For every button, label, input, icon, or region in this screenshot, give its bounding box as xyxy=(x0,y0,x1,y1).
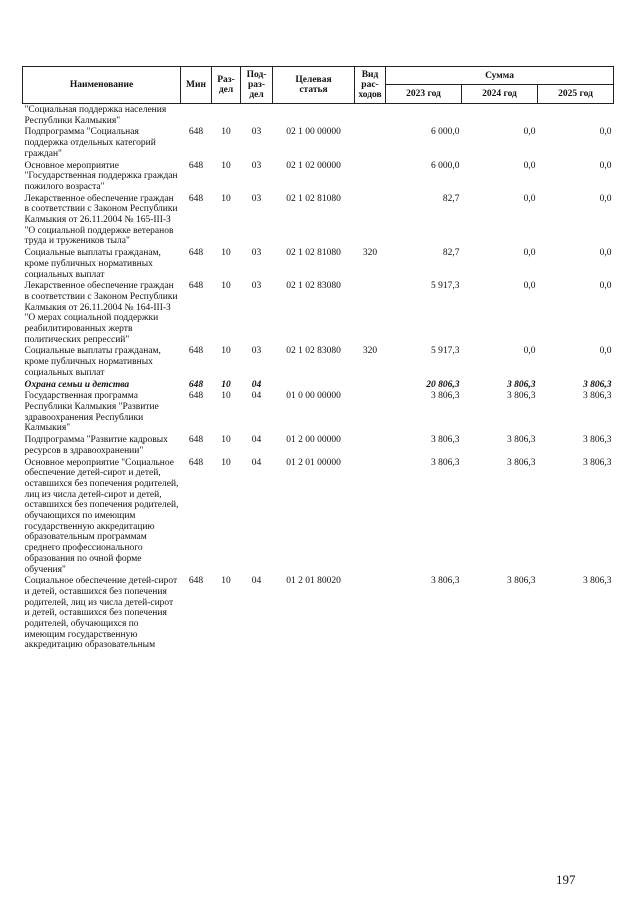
cell-y2024: 3 806,3 xyxy=(507,379,536,390)
cell-vid xyxy=(355,193,386,248)
cell-razdel: 10 xyxy=(221,127,231,138)
cell-y2025: 3 806,3 xyxy=(583,457,612,468)
cell-razdel: 10 xyxy=(221,391,231,402)
cell-name: Подпрограмма "Развитие кадровых ресурсов в здравоохранении" xyxy=(24,435,168,456)
cell-y2024: 3 806,3 xyxy=(507,576,536,587)
cell-y2024: 0,0 xyxy=(523,127,536,138)
cell-target xyxy=(273,104,355,127)
col-header-podrazdel: Под- раз- дел xyxy=(241,67,273,104)
cell-y2024: 0,0 xyxy=(523,248,536,259)
cell-podrazdel: 03 xyxy=(251,193,262,204)
cell-min: 648 xyxy=(188,160,204,171)
cell-vid xyxy=(355,280,386,345)
cell-target: 01 0 00 00000 xyxy=(286,391,341,402)
col-header-vid: Вид рас- ходов xyxy=(355,67,386,104)
col-header-2025: 2025 год xyxy=(538,85,614,104)
cell-y2025: 0,0 xyxy=(599,281,612,292)
cell-vid xyxy=(355,104,386,127)
cell-name: Основное мероприятие "Государственная поддержка граждан пожилого возраста" xyxy=(24,160,178,192)
cell-name: Лекарственное обеспечение граждан в соответствии с Законом Республики Калмыкия от 26.11.2004 № 164-III-З "О мерах социальной поддержки реабилитированных жертв политических репрессий" xyxy=(24,281,178,345)
cell-y2023: 82,7 xyxy=(442,193,460,204)
cell-target: 02 1 02 81080 xyxy=(286,248,341,259)
table-row xyxy=(23,280,614,345)
cell-vid xyxy=(355,457,386,576)
cell-y2023 xyxy=(386,104,462,127)
cell-min: 648 xyxy=(188,127,204,138)
cell-min: 648 xyxy=(188,379,204,390)
cell-y2025: 3 806,3 xyxy=(583,576,612,587)
cell-y2023: 3 806,3 xyxy=(431,576,460,587)
cell-min xyxy=(181,104,212,127)
table-row xyxy=(23,247,614,280)
table-row xyxy=(23,575,614,651)
table-row xyxy=(23,126,614,159)
cell-y2023: 6 000,0 xyxy=(431,160,460,171)
cell-razdel: 10 xyxy=(221,457,231,468)
cell-razdel: 10 xyxy=(221,281,231,292)
cell-razdel: 10 xyxy=(221,160,231,171)
cell-vid: 320 xyxy=(362,248,378,259)
cell-y2025: 0,0 xyxy=(599,346,612,357)
cell-min: 648 xyxy=(188,435,204,446)
cell-razdel xyxy=(212,104,241,127)
cell-y2024: 0,0 xyxy=(523,160,536,171)
cell-name: Государственная программа Республики Калмыкия "Развитие здравоохранения Республики Калмыкия" xyxy=(24,391,159,434)
cell-podrazdel: 03 xyxy=(251,248,262,259)
cell-name: Лекарственное обеспечение граждан в соответствии с Законом Республики Калмыкия от 26.11.2004 № 165-III-З "О социальной поддержке ветеранов труда и тружеников тыла" xyxy=(24,193,178,247)
table-row xyxy=(23,345,614,378)
cell-podrazdel: 03 xyxy=(251,160,262,171)
cell-y2024 xyxy=(462,104,538,127)
cell-podrazdel: 04 xyxy=(251,457,262,468)
cell-y2023: 20 806,3 xyxy=(426,379,460,390)
table-row xyxy=(23,160,614,193)
cell-y2024: 0,0 xyxy=(523,281,536,292)
cell-razdel: 10 xyxy=(221,576,231,587)
cell-y2023: 5 917,3 xyxy=(431,346,460,357)
col-header-target: Целевая статья xyxy=(273,67,355,104)
cell-target: 02 1 00 00000 xyxy=(286,127,341,138)
table-row xyxy=(23,457,614,576)
cell-name: "Социальная поддержка населения Республики Калмыкия" xyxy=(24,105,167,126)
cell-name: Подпрограмма "Социальная поддержка отдельных категорий граждан" xyxy=(24,127,156,159)
cell-name: Охрана семьи и детства xyxy=(24,379,130,390)
col-header-name: Наименование xyxy=(23,67,181,104)
cell-podrazdel: 03 xyxy=(251,346,262,357)
table-row xyxy=(23,434,614,456)
cell-y2024: 0,0 xyxy=(523,193,536,204)
cell-target: 02 1 02 83080 xyxy=(286,281,341,292)
cell-y2025: 3 806,3 xyxy=(583,391,612,402)
cell-min: 648 xyxy=(188,193,204,204)
cell-vid xyxy=(355,434,386,456)
cell-y2023: 3 806,3 xyxy=(431,391,460,402)
cell-y2025 xyxy=(538,104,614,127)
cell-podrazdel: 04 xyxy=(251,379,262,390)
cell-podrazdel: 04 xyxy=(251,391,262,402)
cell-podrazdel xyxy=(241,104,273,127)
cell-y2024: 3 806,3 xyxy=(507,457,536,468)
cell-y2025: 3 806,3 xyxy=(583,435,612,446)
cell-y2023: 3 806,3 xyxy=(431,435,460,446)
cell-name: Социальные выплаты гражданам, кроме публичных нормативных социальных выплат xyxy=(24,248,161,280)
cell-target: 02 1 02 81080 xyxy=(286,193,341,204)
cell-razdel: 10 xyxy=(221,379,231,390)
cell-min: 648 xyxy=(188,391,204,402)
page-number: 197 xyxy=(556,872,576,887)
cell-vid xyxy=(355,575,386,651)
cell-vid: 320 xyxy=(362,346,378,357)
cell-razdel: 10 xyxy=(221,193,231,204)
cell-min: 648 xyxy=(188,281,204,292)
cell-y2024: 3 806,3 xyxy=(507,391,536,402)
cell-y2025: 0,0 xyxy=(599,127,612,138)
table-row xyxy=(23,390,614,434)
cell-name: Основное мероприятие "Социальное обеспечение детей-сирот и детей, оставшихся без попечения родителей, лиц из числа детей-сирот и детей, оставшихся без попечения родителей, обучающихся по имеющим государственную аккредитацию образовательным программам среднего профессионального образования по очной форме обучения" xyxy=(24,457,179,575)
cell-target: 01 2 01 00000 xyxy=(286,457,341,468)
cell-name: Социальное обеспечение детей-сирот и детей, оставшихся без попечения родителей, лиц из числа детей-сирот и детей, оставшихся без попечения родителей, обучающихся по имеющим государственную аккредитацию образовательным xyxy=(24,576,178,651)
col-header-2023: 2023 год xyxy=(386,85,462,104)
cell-y2025: 0,0 xyxy=(599,193,612,204)
cell-podrazdel: 03 xyxy=(251,281,262,292)
col-header-razdel: Раз- дел xyxy=(212,67,241,104)
cell-min: 648 xyxy=(188,457,204,468)
cell-y2024: 0,0 xyxy=(523,346,536,357)
cell-y2025: 0,0 xyxy=(599,160,612,171)
cell-name: Социальные выплаты гражданам, кроме публичных нормативных социальных выплат xyxy=(24,346,161,378)
table-row xyxy=(23,104,614,127)
col-header-sum: Сумма xyxy=(386,67,614,85)
cell-razdel: 10 xyxy=(221,435,231,446)
cell-target xyxy=(273,379,355,391)
table-body xyxy=(23,104,614,652)
table-row xyxy=(23,379,614,391)
budget-table xyxy=(22,66,614,651)
cell-target: 02 1 02 83080 xyxy=(286,346,341,357)
cell-razdel: 10 xyxy=(221,346,231,357)
cell-y2023: 3 806,3 xyxy=(431,457,460,468)
cell-y2025: 3 806,3 xyxy=(583,379,612,390)
cell-podrazdel: 03 xyxy=(251,127,262,138)
cell-min: 648 xyxy=(188,576,204,587)
cell-vid xyxy=(355,379,386,391)
cell-y2023: 82,7 xyxy=(442,248,460,259)
cell-min: 648 xyxy=(188,248,204,259)
cell-target: 01 2 01 80020 xyxy=(286,576,341,587)
cell-podrazdel: 04 xyxy=(251,435,262,446)
cell-razdel: 10 xyxy=(221,248,231,259)
table-row xyxy=(23,193,614,248)
cell-y2025: 0,0 xyxy=(599,248,612,259)
cell-vid xyxy=(355,126,386,159)
cell-min: 648 xyxy=(188,346,204,357)
cell-y2024: 3 806,3 xyxy=(507,435,536,446)
cell-vid xyxy=(355,390,386,434)
cell-y2023: 5 917,3 xyxy=(431,281,460,292)
cell-target: 02 1 02 00000 xyxy=(286,160,341,171)
col-header-min: Мин xyxy=(181,67,212,104)
cell-target: 01 2 00 00000 xyxy=(286,435,341,446)
cell-vid xyxy=(355,160,386,193)
cell-podrazdel: 04 xyxy=(251,576,262,587)
cell-y2023: 6 000,0 xyxy=(431,127,460,138)
col-header-2024: 2024 год xyxy=(462,85,538,104)
